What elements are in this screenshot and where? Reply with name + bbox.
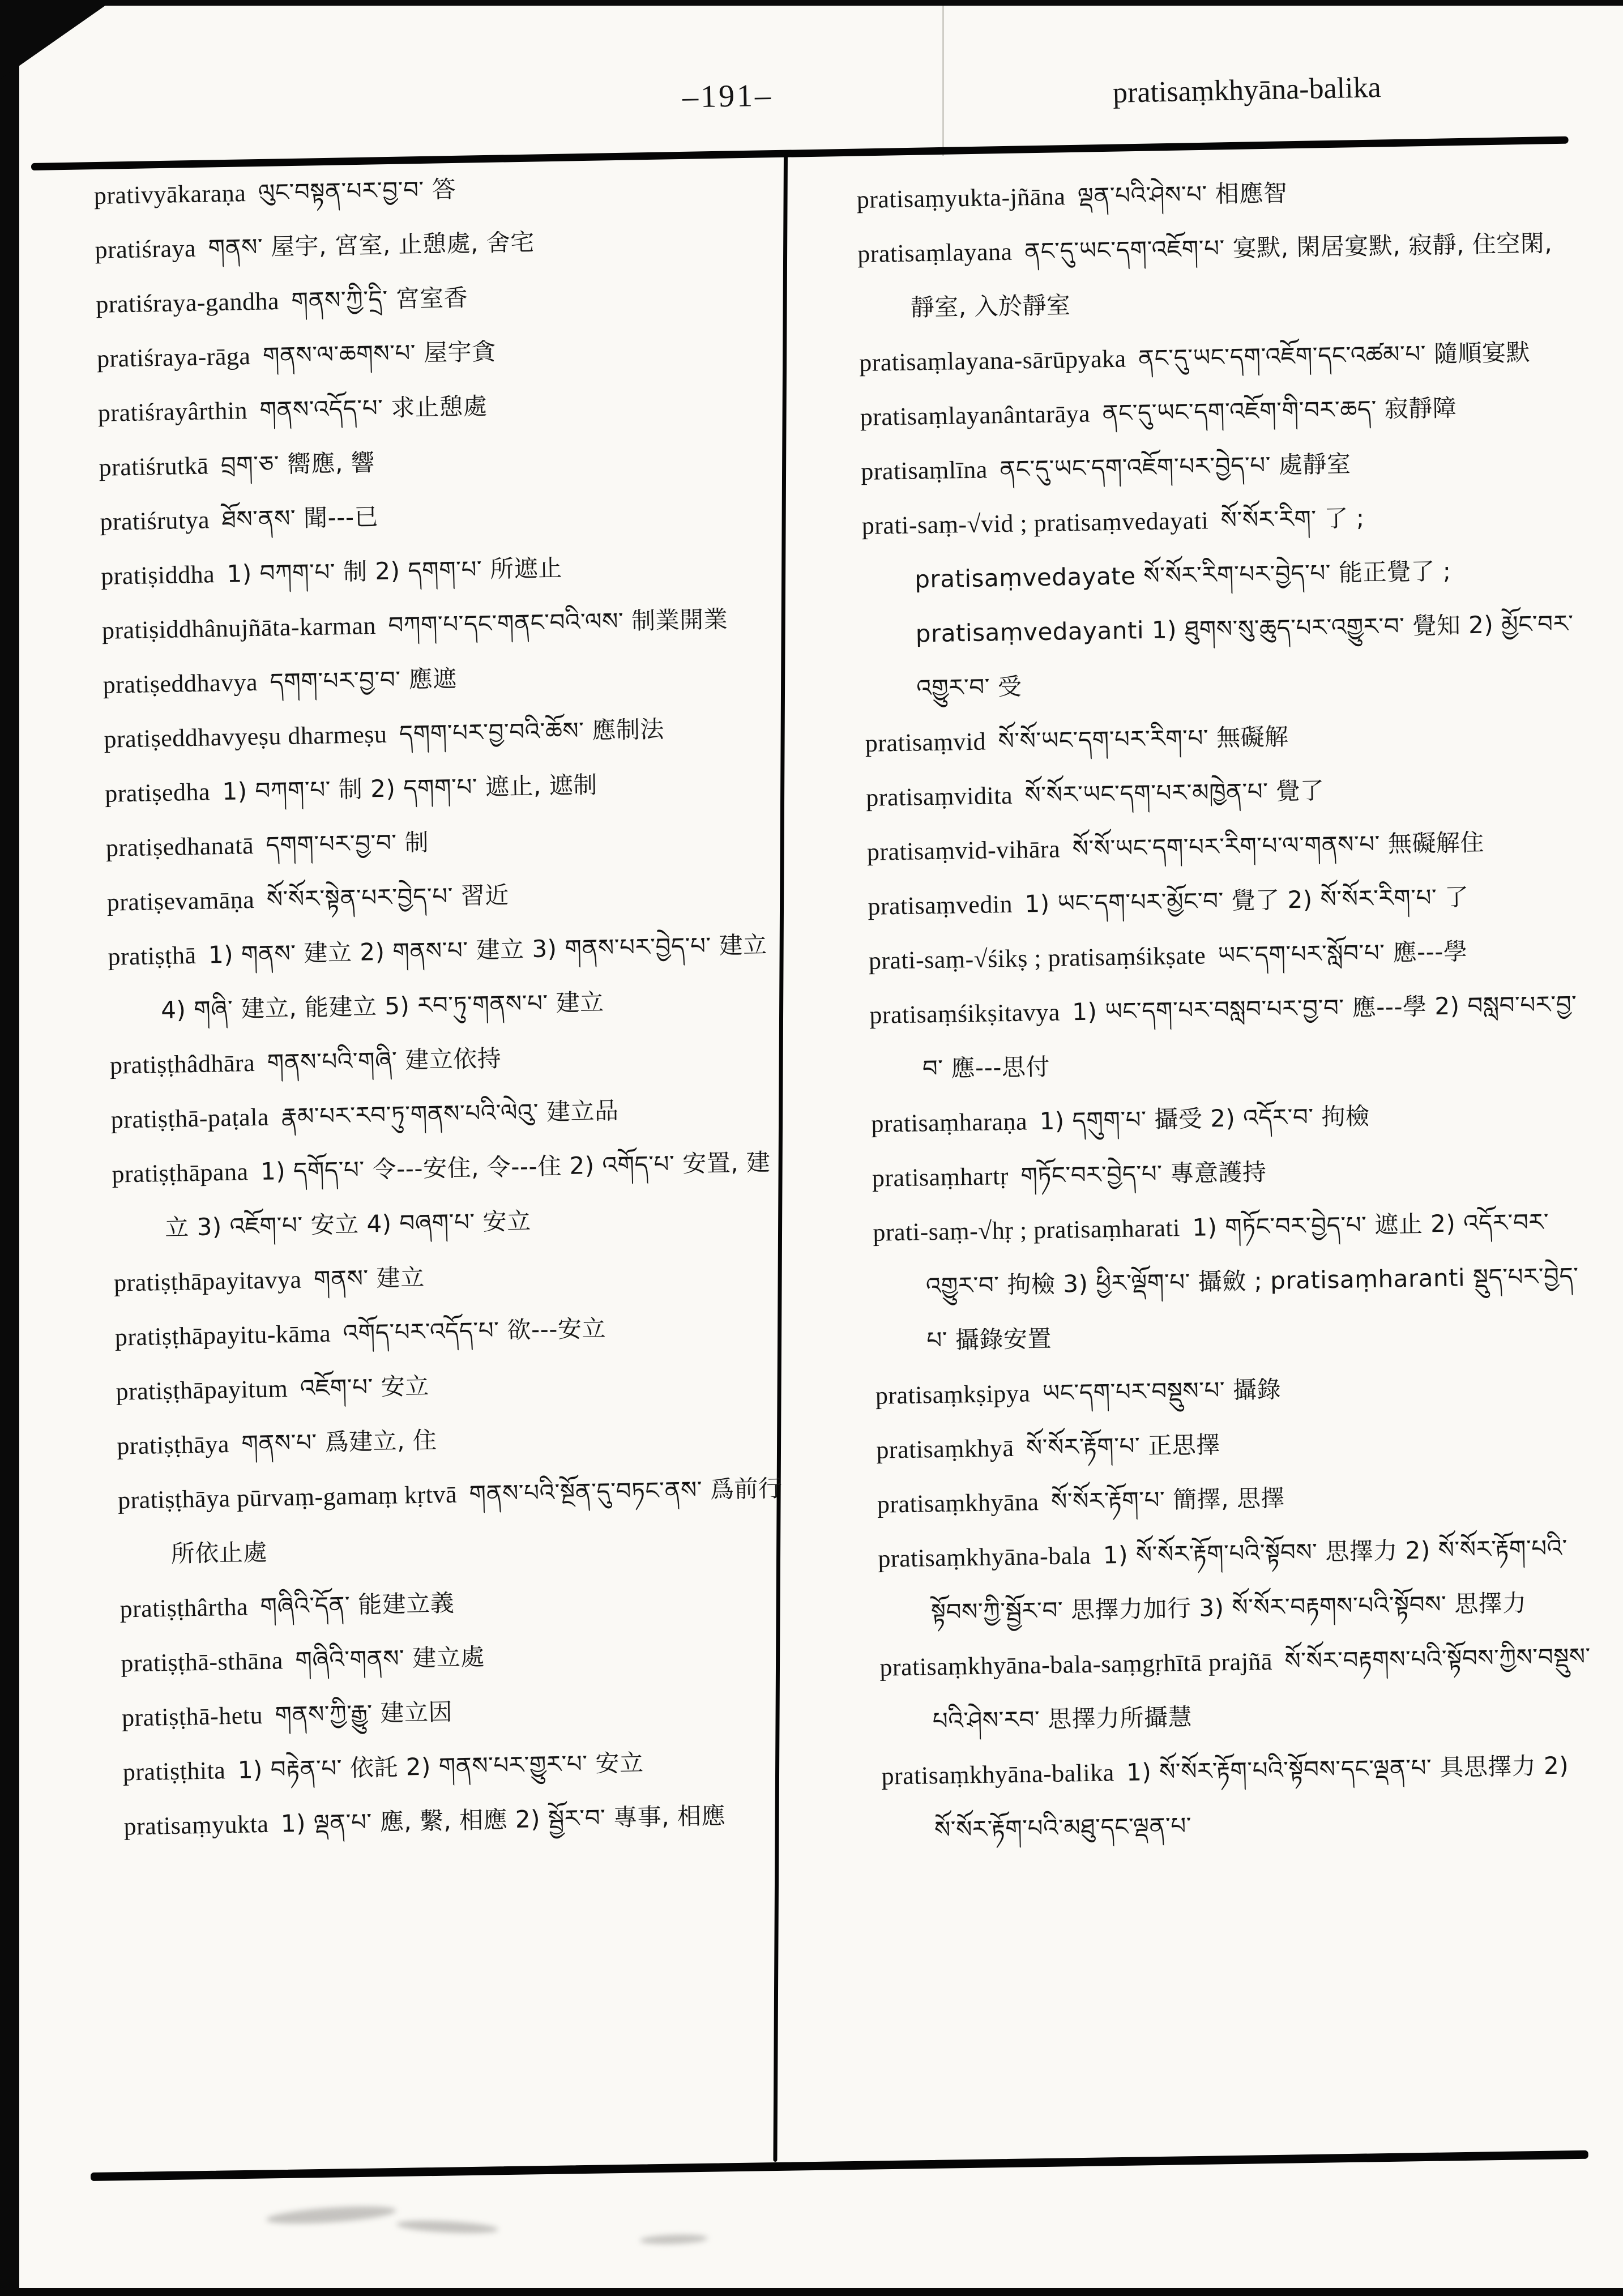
entry-body: བྲག་ཅ་ 嚮應, 響 <box>208 448 375 480</box>
entry-headword: pratiśrutkā <box>99 451 209 481</box>
entry-body: 1) གཏོང་བར་བྱེད་པ་ 遮止 2) འདོར་བར་འགྱུར་བ་ 拘檢 3) ཕྱིར་ལྡོག་པ་ 攝斂 ; pratisaṃharanti སྡུད་པར་བྱེད་པ་ 攝錄安置 <box>925 1208 1579 1355</box>
entry-headword: pratiṣiddhânujñāta-karman <box>101 611 377 645</box>
right-column <box>856 161 1604 2149</box>
entry-body: 1) དགོད་པ་ 令---安住, 令---住 2) འགོད་པ་ 安置, 建立 3) འཇོག་པ་ 安立 4) བཞག་པ་ 安立 <box>164 1148 771 1241</box>
entry-headword: pratiṣedha <box>104 778 211 808</box>
entry-body: ལྡན་པའི་ཤེས་པ་ 相應智 <box>1065 179 1288 211</box>
entry-headword: pratiṣiddha <box>100 560 215 590</box>
entry-headword: pratisaṃyukta <box>123 1810 269 1841</box>
entry-headword: pratiṣṭhā-paṭala <box>110 1103 270 1134</box>
entry-body: དགག་པར་བྱ་བ་ 制 <box>253 828 429 860</box>
entry-body: ཡང་དག་པར་བསྡུས་པ་ 攝錄 <box>1030 1375 1282 1407</box>
entry-headword: prati-saṃ-√śikṣ ; pratisaṃśikṣate <box>868 941 1206 975</box>
entry-headword: pratiśraya <box>95 234 197 264</box>
entry-body: དགག་པར་བྱ་བའི་ཆོས་ 應制法 <box>386 715 665 748</box>
entry-headword: pratiṣṭhāpayitavya <box>113 1265 302 1297</box>
entry-headword: pratisaṃvedin <box>867 890 1013 920</box>
scan-edge-top <box>0 0 1623 6</box>
entry-body: ཐོས་ནས་ 聞---已 <box>209 502 379 534</box>
entry-body: སོ་སོར་རིག་ 了 ; pratisaṃvedayate སོ་སོར་རིག་པར་བྱེད་པ་ 能正覺了 ; pratisaṃvedayanti 1) ཐུགས་སུ་ཆུད་པར་འགྱུར་བ་ 覺知 2) མྱོང་བར་འགྱུར་བ་ 受 <box>914 503 1574 702</box>
entry-headword: pratiṣṭhā-sthāna <box>120 1646 284 1678</box>
entry-headword: pratiṣṭhârtha <box>119 1593 249 1623</box>
entry-headword: prati-saṃ-√hṛ ; pratisaṃharati <box>873 1214 1181 1247</box>
entry-body: རྣམ་པར་རབ་ཏུ་གནས་པའི་ལེའུ་ 建立品 <box>268 1096 619 1131</box>
entry-body: 1) ཡང་དག་པར་མྱོང་བ་ 覺了 2) སོ་སོར་རིག་པ་ 了 <box>1012 883 1470 918</box>
scan-corner-smudge <box>0 0 113 79</box>
entry-headword: pratiṣṭhita <box>122 1756 226 1786</box>
entry-body: ལུང་བསྟན་པར་བྱ་བ་ 答 <box>245 175 456 207</box>
entry-body: འགོད་པར་འདོད་པ་ 欲---安立 <box>330 1314 607 1347</box>
entry-body: གནས་པའི་གཞི་ 建立依持 <box>254 1044 502 1077</box>
page-crease <box>942 6 944 156</box>
bottom-rule <box>91 2150 1588 2181</box>
entry-body: 1) སོ་སོར་རྟོག་པའི་སྟོབས་དང་ལྡན་པ་ 具思擇力 2) སོ་སོར་རྟོག་པའི་མཐུ་དང་ལྡན་པ་ <box>934 1751 1569 1844</box>
dictionary-entry <box>123 1787 804 1854</box>
entry-headword: pratiṣṭhāpana <box>112 1158 249 1188</box>
entry-body: སོ་སོར་སྟེན་པར་བྱེད་པ་ 習近 <box>254 881 510 914</box>
entry-headword: pratiṣṭhāya pūrvaṃ-gamaṃ kṛtvā <box>117 1480 458 1514</box>
dictionary-entry <box>112 1135 793 1256</box>
entry-body: 1) གནས་ 建立 2) གནས་པ་ 建立 3) གནས་པར་བྱེད་པ་ 建立 4) གཞི་ 建立, 能建立 5) རབ་ཏུ་གནས་པ་ 建立 <box>160 931 768 1025</box>
entry-body: གཞིའི་གནས་ 建立處 <box>283 1642 485 1675</box>
entry-headword: pratiśrutya <box>99 506 210 536</box>
scan-edge-left <box>0 0 19 2296</box>
entry-body: སོ་སོར་ཡང་དག་པར་མཁྱེན་པ་ 覺了 <box>1012 776 1325 809</box>
entry-body: གནས་པ་ 爲建立, 住 <box>229 1426 437 1458</box>
entry-headword: pratisaṃlayanântarāya <box>860 399 1091 431</box>
entry-headword: pratiṣṭhāpayitum <box>116 1375 288 1406</box>
entry-body: གནས་འདོད་པ་ 求止憩處 <box>247 392 488 425</box>
entry-headword: pratisaṃkhyāna-bala-saṃgṛhītā prajñā <box>879 1647 1273 1682</box>
entry-headword: pratisaṃkhyāna-balika <box>881 1759 1115 1790</box>
page-number: –191– <box>682 78 774 115</box>
entry-body: གཏོང་བར་བྱེད་པ་ 專意護持 <box>1008 1158 1267 1190</box>
scan-edge-bottom <box>0 2288 1623 2296</box>
entry-body: 1) སོ་སོར་རྟོག་པའི་སྟོབས་ 思擇力 2) སོ་སོར་རྟོག་པའི་སྟོབས་ཀྱི་སྦྱོར་བ་ 思擇力加行 3) སོ་སོར་བརྟགས་པའི་སྟོབས་ 思擇力 <box>930 1534 1568 1627</box>
entry-headword: pratiṣṭhāpayitu-kāma <box>114 1319 331 1351</box>
entry-headword: pratisaṃlīna <box>860 455 988 485</box>
entry-body: ནང་དུ་ཡང་དག་འཇོག་དང་འཚམ་པ་ 隨順宴默 <box>1126 338 1531 373</box>
entry-body: 1) དགུག་པ་ 攝受 2) འདོར་བ་ 拘檢 <box>1027 1102 1370 1136</box>
dictionary-entry <box>859 325 1576 390</box>
entry-body: གནས་ཀྱི་དྲི་ 宮室香 <box>279 283 468 315</box>
entry-headword: pratisaṃvid-vihāra <box>866 835 1061 866</box>
entry-headword: pratisaṃharaṇa <box>870 1107 1028 1138</box>
entry-headword: pratiṣevamāṇa <box>106 886 255 916</box>
entry-headword: pratisaṃvidita <box>865 781 1013 812</box>
dictionary-entry <box>881 1738 1599 1858</box>
entry-body: དགག་པར་བྱ་བ་ 應遮 <box>257 664 457 696</box>
entry-headword: pratisaṃlayana <box>857 237 1013 268</box>
entry-body: 1) བརྟེན་པ་ 依託 2) གནས་པར་གྱུར་པ་ 安立 <box>225 1748 644 1785</box>
entry-body: ནང་དུ་ཡང་དག་འཇོག་གི་བར་ཆད་ 寂靜障 <box>1090 394 1457 428</box>
entry-body: གནས་ཀྱི་རྒྱུ་ 建立因 <box>262 1697 453 1729</box>
entry-headword: pratiśraya-gandha <box>95 287 280 318</box>
entry-headword: pratiṣṭhā-hetu <box>121 1701 263 1732</box>
entry-headword: pratiṣeddhavyeṣu dharmeṣu <box>104 720 387 753</box>
entry-body: གཞིའི་དོན་ 能建立義 <box>247 1589 455 1621</box>
dictionary-entry <box>857 216 1575 336</box>
pencil-smudge <box>266 2203 396 2227</box>
entry-body: སོ་སོར་རྟོག་པ་ 簡擇, 思擇 <box>1039 1484 1285 1516</box>
entry-headword: pratisaṃkhyāna <box>877 1488 1039 1518</box>
entry-headword: pratiśrayârthin <box>97 396 248 427</box>
entry-headword: pratisaṃyukta-jñāna <box>856 182 1066 214</box>
entry-headword: pratisaṃkhyāna-bala <box>878 1541 1091 1573</box>
entry-body: ཡང་དག་པར་སློབ་པ་ 應---學 <box>1205 937 1468 970</box>
entry-headword: pratiśraya-rāga <box>96 342 251 373</box>
dictionary-entry <box>117 1461 798 1582</box>
entry-body: གནས་པའི་སྔོན་དུ་བཏང་ནས་ 爲前行所依止處 <box>170 1474 783 1568</box>
entry-body: སོ་སོར་བརྟགས་པའི་སྟོབས་ཀྱིས་བསྡུས་པའི་ཤེས་རབ་ 思擇力所攝慧 <box>932 1642 1591 1735</box>
entry-body: གནས་ 建立 <box>301 1263 425 1294</box>
entry-headword: pratiṣṭhāya <box>116 1429 230 1460</box>
entry-headword: pratiṣṭhâdhāra <box>109 1049 255 1079</box>
entry-body: གནས་ 屋宇, 宮室, 止憩處, 舍宅 <box>195 228 535 262</box>
entry-body: 1) བཀག་པ་ 制 2) དགག་པ་ 遮止, 遮制 <box>210 770 598 806</box>
entry-headword: pratisaṃlayana-sārūpyaka <box>859 344 1126 377</box>
dictionary-entry <box>861 488 1581 716</box>
entry-headword: pratiṣṭhā <box>108 941 197 971</box>
entry-headword: prati-saṃ-√vid ; pratisaṃvedayati <box>861 506 1209 540</box>
entry-headword: pratiṣedhanatā <box>105 831 254 862</box>
dictionary-entry <box>108 917 789 1039</box>
entry-body: བཀག་པ་དང་གནང་བའི་ལས་ 制業開業 <box>375 605 728 639</box>
entry-headword: pratisaṃśikṣitavya <box>869 998 1061 1029</box>
entry-body: གནས་ལ་ཆགས་པ་ 屋宇貪 <box>250 338 497 370</box>
dictionary-entry <box>879 1629 1598 1749</box>
dictionary-entry <box>866 814 1583 880</box>
entry-body: འཇོག་པ་ 安立 <box>287 1372 430 1403</box>
dictionary-entry <box>878 1521 1596 1641</box>
dictionary-entry <box>873 1194 1591 1369</box>
entry-body: སོ་སོ་ཡང་དག་པར་རིག་པ་ལ་གནས་པ་ 無礙解住 <box>1060 828 1485 863</box>
entry-body: ནང་དུ་ཡང་དག་འཇོག་པ་ 宴默, 閑居宴默, 寂靜, 住空閑, 靜室, 入於靜室 <box>910 229 1553 322</box>
entry-headword: pratiṣeddhavya <box>102 668 258 699</box>
entry-headword: pratisaṃkṣipya <box>875 1379 1031 1410</box>
entry-headword: prativyākaraṇa <box>93 179 246 210</box>
dictionary-entry <box>869 977 1587 1097</box>
entry-body: 1) ལྡན་པ་ 應, 繫, 相應 2) སྦྱོར་བ་ 專事, 相應 <box>268 1802 726 1838</box>
entry-body: ནང་དུ་ཡང་དག་འཇོག་པར་བྱེད་པ་ 處靜室 <box>987 450 1351 484</box>
left-column <box>93 156 809 2150</box>
entry-body: 1) ཡང་དག་པར་བསླབ་པར་བྱ་བ་ 應---學 2) བསླབ་པར་བྱ་བ་ 應---思付 <box>922 990 1577 1083</box>
entry-body: སོ་སོར་རྟོག་པ་ 正思擇 <box>1014 1431 1221 1462</box>
pencil-smudge <box>640 2234 708 2245</box>
entry-body: 1) བཀག་པ་ 制 2) དགག་པ་ 所遮止 <box>214 553 563 588</box>
entry-headword: pratisaṃvid <box>865 727 986 757</box>
entry-headword: pratisaṃkhyā <box>876 1433 1014 1464</box>
pencil-smudge <box>396 2218 499 2235</box>
entry-headword: pratisaṃhartṛ <box>872 1162 1009 1192</box>
running-head: pratisaṃkhyāna-balika <box>1112 71 1382 109</box>
entry-body: སོ་སོ་ཡང་དག་པར་རིག་པ་ 無礙解 <box>985 723 1289 756</box>
